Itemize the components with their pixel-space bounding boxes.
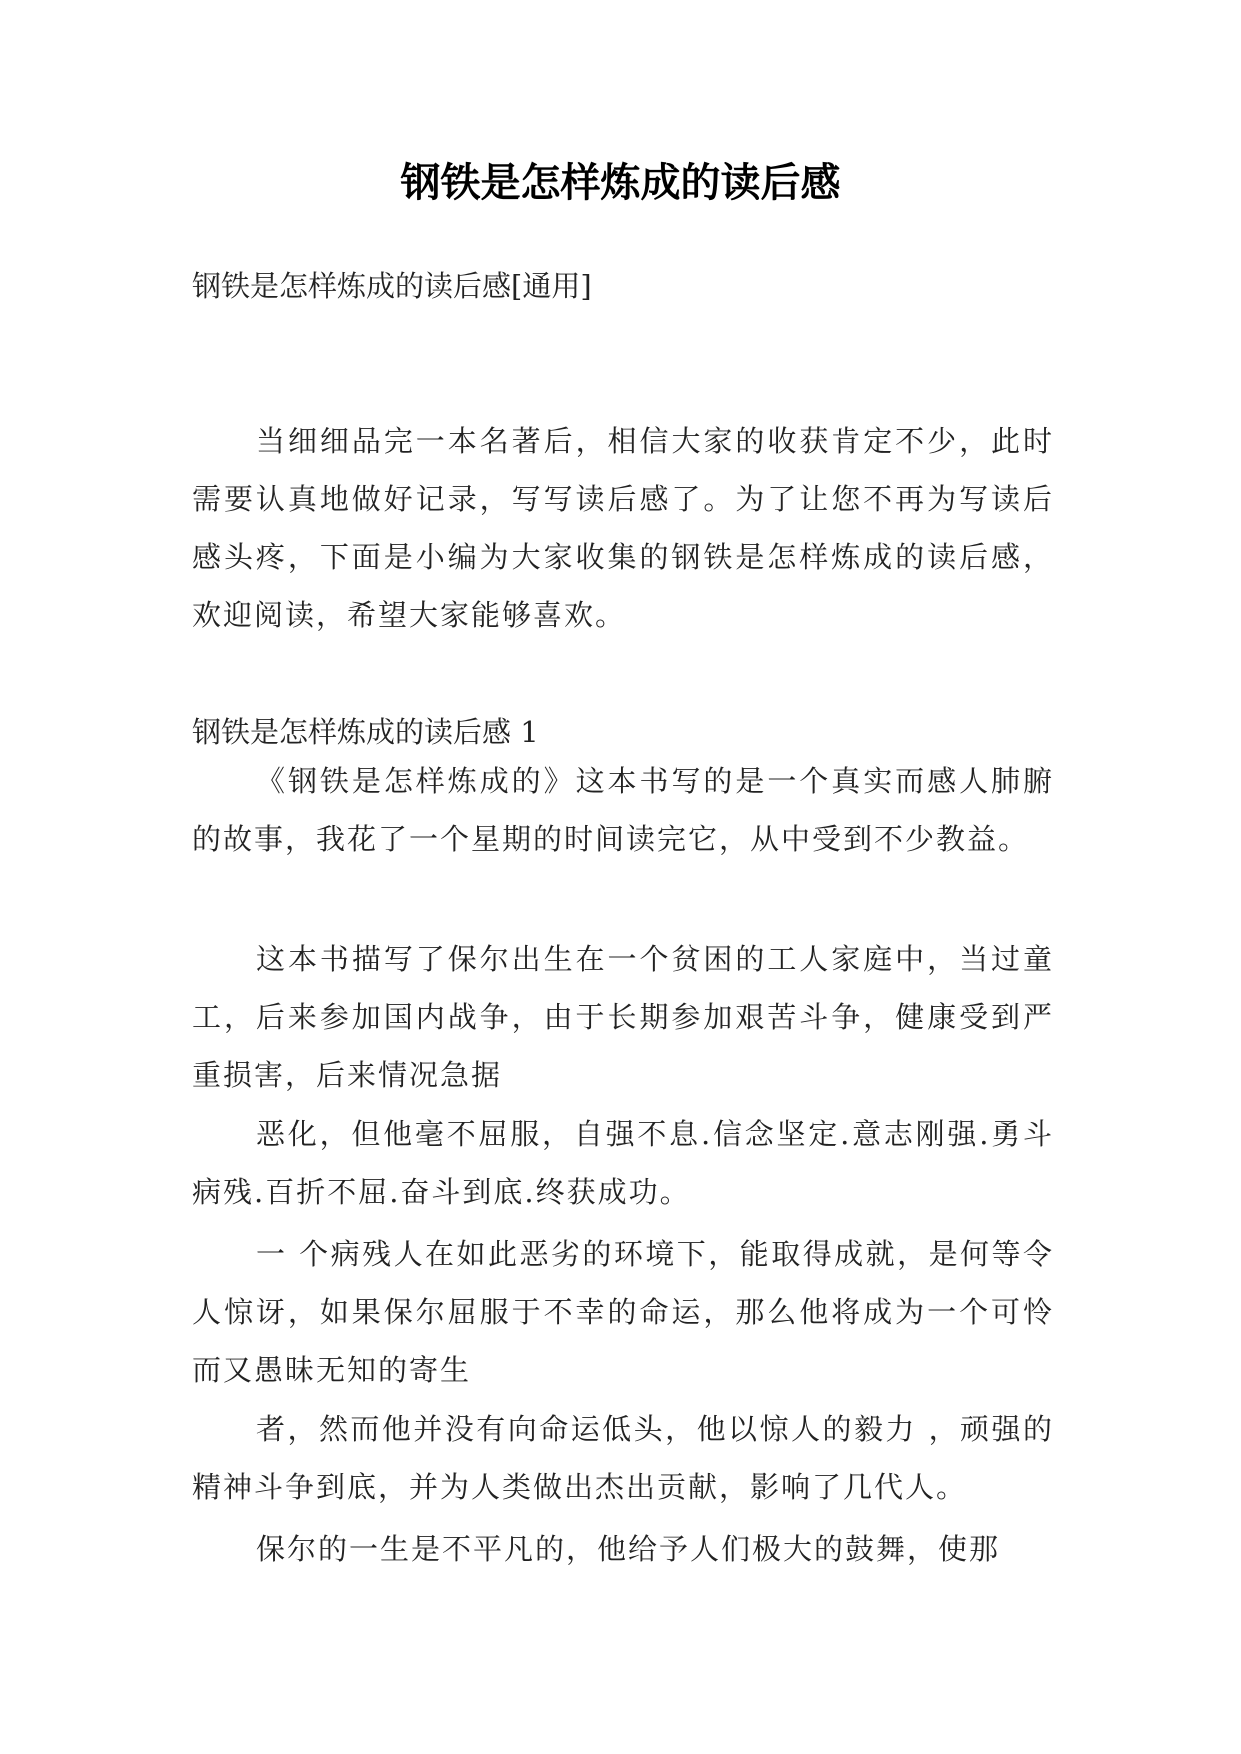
body-paragraph: 恶化，但他毫不屈服，自强不息.信念坚定.意志刚强.勇斗病残.百折不屈.奋斗到底.终获成功。 [192, 1117, 1054, 1209]
body-paragraph: 者，然而他并没有向命运低头，他以惊人的毅力 ，顽强的精神斗争到底，并为人类做出杰出贡献，影响了几代人。 [192, 1412, 1054, 1504]
document-subtitle: 钢铁是怎样炼成的读后感[通用] [192, 269, 592, 303]
intro-paragraph: 当细细品完一本名著后，相信大家的收获肯定不少，此时需要认真地做好记录，写写读后感了。为了让您不再为写读后感头疼，下面是小编为大家收集的钢铁是怎样炼成的读后感，欢迎阅读，希望大家能够喜欢。 [192, 424, 1054, 632]
section-heading: 钢铁是怎样炼成的读后感 1 [192, 715, 539, 749]
document-title: 钢铁是怎样炼成的读后感 [400, 160, 841, 206]
body-paragraph: 《钢铁是怎样炼成的》这本书写的是一个真实而感人肺腑的故事，我花了一个星期的时间读完它，从中受到不少教益。 [192, 764, 1054, 856]
body-paragraph: 这本书描写了保尔出生在一个贫困的工人家庭中，当过童工，后来参加国内战争，由于长期参加艰苦斗争，健康受到严重损害，后来情况急据 [192, 942, 1054, 1092]
body-paragraph: 保尔的一生是不平凡的，他给予人们极大的鼓舞，使那 [256, 1532, 1001, 1566]
body-paragraph: 一 个病残人在如此恶劣的环境下，能取得成就，是何等令人惊讶，如果保尔屈服于不幸的命运，那么他将成为一个可怜而又愚昧无知的寄生 [192, 1237, 1054, 1387]
